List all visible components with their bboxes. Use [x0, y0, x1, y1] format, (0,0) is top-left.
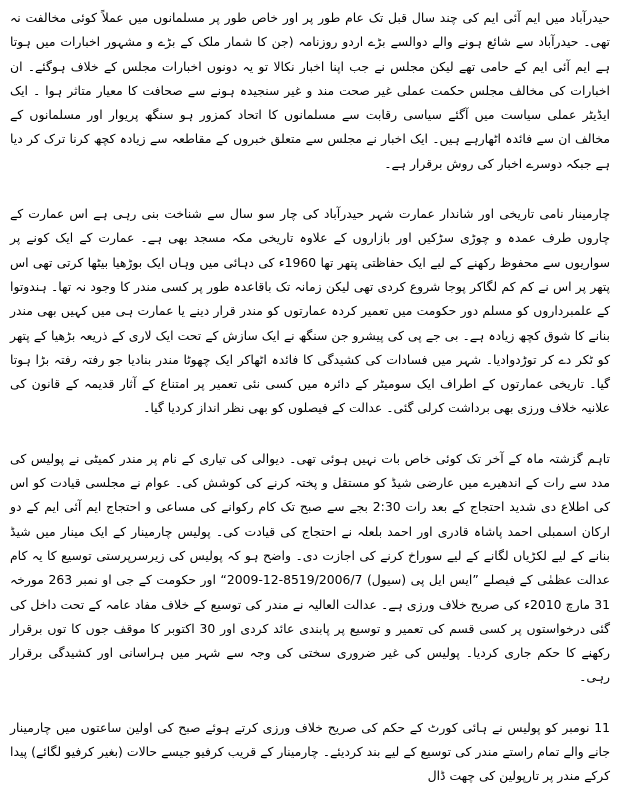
- paragraph-mim-newspapers: حیدرآباد میں ایم آئی ایم کی چند سال قبل تک عام طور پر اور خاص طور پر مسلمانوں میں عملاً کوئی مخالفت نہ تھی۔ حیدرآباد سے شائع ہونے والے دوالسے بڑے اردو روزنامہ (جن کا شمار ملک کے بڑے و مشہور اخبارات میں ہوتا ہے ایم آئی ایم کے حامی تھے لیکن مجلس نے جب اپنا اخبار نکالا تو یہ دونوں اخبارات مجلس کے خلاف ہوگئے۔ ان اخبارات کی مخالف مجلس حکمت عملی غیر صحت مند و غیر سنجیدہ ہونے سے صحافت کا معیار متاثر ہوا ۔ ایک ایڈیٹر عملی سیاست میں آگئے سیاسی رقابت سے مسلمانوں کا اتحاد کمزور ہو سنگھ پریوار اور مسلمانوں کے مخالف ان سے فائدہ اٹھارہے ہیں۔ ایک اخبار نے مجلس سے متعلق خبروں کے مقاطعہ سے زیادہ کچھ کرنا ترک کر دیا ہے جبکہ دوسرے اخبار کی روش برقرار ہے۔: [10, 10, 610, 171]
- paragraph-charminar-history: چارمینار نامی تاریخی اور شاندار عمارت شہر حیدرآباد کی چار سو سال سے شناخت بنی رہی ہے اس عمارت کے چاروں طرف عمدہ و چوڑی سڑکیں اور بازاروں کے علاوہ تاریخی مکہ مسجد بھی ہے۔ عمارت کے ایک کونے پر سواریوں سے محفوظ رکھنے کے لیے ایک حفاظتی پتھر تھا 1960ء کی دہائی میں وہاں ایک بوڑھیا بیٹھا کرتی تھی اس پتھر پر اس نے کم کم لگاکر پوجا شروع کردی تھی لیکن زمانہ تک باقاعدہ طور پر کسی مندر کا وجود نہ تھا۔ ہندوتوا کے علمبرداروں کو مسلم دور حکومت میں تعمیر کردہ عمارتوں کو مندر قرار دینے یا عمارت ہی میں کہیں بھی مندر بنانے کا شوق کچھ زیادہ ہے۔ بی جے پی کی پیشرو جن سنگھ نے ایک سازش کے تحت ایک لاری کے ذریعہ بڑھیا کے پتھر کو ٹکر دے کر توڑدوادیا۔ شہر میں فسادات کی کشیدگی کا فائدہ اٹھاکر ایک چھوٹا مندر بنادیا جو رفتہ رفتہ بڑا ہوتا گیا۔ تاریخی عمارتوں کے اطراف ایک سومیٹر کے دائرہ میں کسی نئی تعمیر پر امتناع کے آثار قدیمہ کے قانون کی علانیہ خلاف ورزی بھی برداشت کرلی گئی۔ عدالت کے فیصلوں کو بھی نظر انداز کردیا گیا۔: [10, 206, 610, 416]
- paragraph-november-police-action: 11 نومبر کو پولیس نے ہائی کورٹ کے حکم کی صریح خلاف ورزی کرتے ہوئے صبح کی اولین ساعتوں میں چارمینار جانے والے تمام راستے مندر کی توسیع کے لیے بند کردیئے۔ چارمینار کے قریب کرفیو جیسے حالات (بغیر کرفیو لگائے) پیدا کرکے مندر پر تارپولین کی چھت ڈال: [10, 719, 610, 784]
- paragraph-diwali-temple-expansion: تاہم گزشتہ ماہ کے آخر تک کوئی خاص بات نہیں ہوئی تھی۔ دیوالی کی تیاری کے نام پر مندر کمیٹی نے پولیس کی مدد سے رات کے اندھیرے میں عارضی شیڈ کو مستقل و پختہ کرنے کی کوشش کی۔ عوام نے مجلسی قیادت کو اس کی اطلاع دی شدید احتجاج کے بعد رات 2:30 بجے سے صبح تک کام رکوانے کی مساعی و احتجاج ایم آئی ایم کے دو ارکان اسمبلی احمد پاشاہ قادری اور احمد بلعلہ نے احتجاج کی قیادت کی۔ پولیس چارمینار کے ایک مینار میں شیڈ بنانے کے لیے لکڑیاں لگانے کے لیے سوراخ کرنے کی اجازت دی۔ واضح ہو کہ پولیس کی زیرسرپرستی توسیع کا یہ کام عدالت عظمٰی کے فیصلے ”ایس ایل پی (سیول) 8519/2006/7-12-2009“ اور حکومت کے جی او نمبر 263 مورخہ 31 مارچ 2010ء کی صریح خلاف ورزی ہے۔ عدالت العالیہ نے مندر کی توسیع کے خلاف مفاد عامہ کے تحت داخل کی گئی درخواستوں پر کسی قسم کی تعمیر و توسیع پر پابندی عائد کردی اور 30 اکتوبر کا موقف جوں کا توں برقرار رکھنے کا حکم جاری کردیا۔ پولیس کی غیر ضروری سختی کی وجہ سے شہر میں ہراسانی اور کشیدگی برقرار رہی۔: [10, 450, 610, 685]
